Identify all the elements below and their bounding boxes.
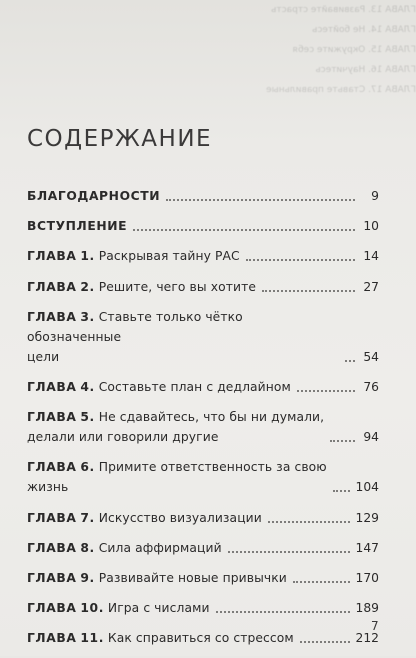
toc-entry-title: Ставьте только чётко обозначенные [27, 309, 243, 344]
toc-entry [27, 246, 379, 266]
toc-entry-text [27, 377, 291, 397]
bleed-line: ГЛАВА 13. Развивайте страсть [271, 5, 416, 15]
toc-entry [27, 508, 379, 528]
toc-entry-label: БЛАГОДАРНОСТИ [27, 189, 161, 203]
toc-entry-number: 7. [80, 510, 95, 525]
toc-leader-dots [268, 521, 350, 523]
toc-leader-dots [133, 229, 355, 231]
bleed-line: ГЛАВА 14. Не бойтесь [312, 25, 416, 35]
toc-page-number: 104 [355, 480, 379, 495]
toc-entry [27, 598, 379, 618]
toc-leader-dots [330, 440, 355, 442]
toc-entry-number: 10. [80, 601, 104, 616]
toc-entry-label: ГЛАВА [27, 570, 77, 585]
toc-entry [27, 307, 379, 367]
toc-entry [27, 568, 379, 588]
toc-entry [27, 377, 379, 397]
toc-entry-title: Раскрывая тайну РАС [98, 249, 240, 264]
toc-entry-title-continued: цели [27, 349, 60, 364]
toc-entry [27, 216, 379, 236]
toc-entry-title: Игра с числами [107, 601, 210, 616]
toc-entry-line [27, 377, 291, 397]
toc-entry-line [27, 598, 210, 618]
toc-leader-dots [262, 290, 355, 292]
toc-entry-number: 1. [80, 249, 95, 264]
toc-leader-dots [345, 360, 355, 362]
page-number: 7 [371, 619, 379, 633]
toc-page-number: 54 [363, 349, 379, 364]
toc-entry-text [27, 457, 327, 497]
bleed-line: ГЛАВА 15. Окружите себя [292, 45, 416, 55]
toc-entry-title: Искусство визуализации [98, 510, 262, 525]
toc-leader-dots [166, 199, 355, 201]
toc-entry-number: 11. [80, 631, 104, 646]
toc-entry-number: 9. [80, 570, 95, 585]
page-title: СОДЕРЖАНИЕ [27, 126, 213, 152]
toc-entry-label: ГЛАВА [27, 460, 77, 475]
toc-page-number: 9 [371, 189, 379, 203]
bleed-line: ГЛАВА 16. Научитесь [315, 65, 416, 75]
toc-entry-line [27, 407, 324, 427]
toc-leader-dots [216, 611, 350, 613]
toc-entry-line [27, 216, 127, 236]
bleed-through-text [140, 0, 416, 120]
toc-leader-dots [246, 259, 355, 261]
toc-entry-text [27, 246, 240, 266]
toc-leader-dots [228, 551, 350, 553]
toc-entry [27, 186, 379, 206]
toc-entry-text [27, 628, 294, 648]
toc-entry-title: Развивайте новые привычки [98, 570, 287, 585]
toc-leader-dots [297, 390, 355, 392]
toc-entry-line [27, 186, 160, 206]
toc-entry [27, 538, 379, 558]
toc-entry-label: ГЛАВА [27, 379, 77, 394]
toc-page-number: 129 [355, 510, 379, 525]
toc-leader-dots [300, 641, 350, 643]
toc-entry-text [27, 508, 262, 528]
toc-entry-label: ВСТУПЛЕНИЕ [27, 219, 128, 234]
toc-entry-line [27, 628, 294, 648]
toc-entry-title: Примите ответственность за свою [98, 460, 327, 475]
toc-entry-title: Составьте план с дедлайном [98, 379, 291, 394]
toc-entry-number: 5. [80, 410, 95, 425]
toc-entry [27, 407, 379, 447]
toc-page-number: 94 [363, 430, 379, 445]
toc-entry [27, 457, 379, 497]
toc-leader-dots [333, 490, 350, 492]
toc-entry-label: ГЛАВА [27, 309, 77, 324]
toc-entry-line [27, 538, 222, 558]
toc-entry-text [27, 186, 160, 206]
toc-entry-text [27, 598, 210, 618]
toc-entry-number: 8. [80, 540, 95, 555]
toc-entry-line [27, 457, 327, 477]
toc-entry-number: 3. [80, 309, 95, 324]
toc-entry-label: ГЛАВА [27, 279, 77, 294]
toc-page-number: 27 [363, 279, 379, 294]
toc-page-number: 76 [363, 379, 379, 394]
toc-entry-number: 4. [80, 379, 95, 394]
toc-entry-text [27, 216, 127, 236]
toc-entry [27, 277, 379, 297]
toc-entry-label: ГЛАВА [27, 510, 77, 525]
toc-entry-text [27, 568, 287, 588]
toc-entry-title: Решите, чего вы хотите [98, 279, 256, 294]
toc-entry-line [27, 277, 256, 297]
toc-entry-title: Не сдавайтесь, что бы ни думали, [98, 410, 325, 425]
toc-entry-number: 6. [80, 460, 95, 475]
toc-page-number: 170 [355, 570, 379, 585]
toc-entry-number: 2. [80, 279, 95, 294]
toc-entry-title-continued: делали или говорили другие [27, 430, 219, 445]
toc-entry-text [27, 538, 222, 558]
toc-entry-label: ГЛАВА [27, 540, 77, 555]
toc-entry-line [27, 246, 240, 266]
toc-entry-label: ГЛАВА [27, 249, 77, 264]
toc-entry-title: Как справиться со стрессом [107, 631, 294, 646]
toc-entry-title: Сила аффирмаций [98, 540, 222, 555]
toc-page-number: 14 [363, 249, 379, 264]
toc-page-number: 147 [355, 540, 379, 555]
toc-entry-line [27, 307, 339, 347]
bleed-line: ГЛАВА 17. Ставьте правильные [266, 85, 416, 95]
toc-entry-title-continued: жизнь [27, 480, 69, 495]
toc-page-number: 10 [363, 219, 379, 234]
toc-entry-text [27, 277, 256, 297]
toc-page-number: 189 [355, 601, 379, 616]
toc-entry-text [27, 307, 339, 367]
toc-entry-text [27, 407, 324, 447]
table-of-contents [27, 186, 379, 658]
toc-entry-line [27, 568, 287, 588]
toc-entry-label: ГЛАВА [27, 631, 77, 646]
toc-page-number: 212 [355, 631, 379, 646]
toc-entry-line [27, 508, 262, 528]
toc-entry-label: ГЛАВА [27, 410, 77, 425]
toc-entry [27, 628, 379, 648]
toc-leader-dots [293, 581, 350, 583]
toc-entry-label: ГЛАВА [27, 601, 77, 616]
